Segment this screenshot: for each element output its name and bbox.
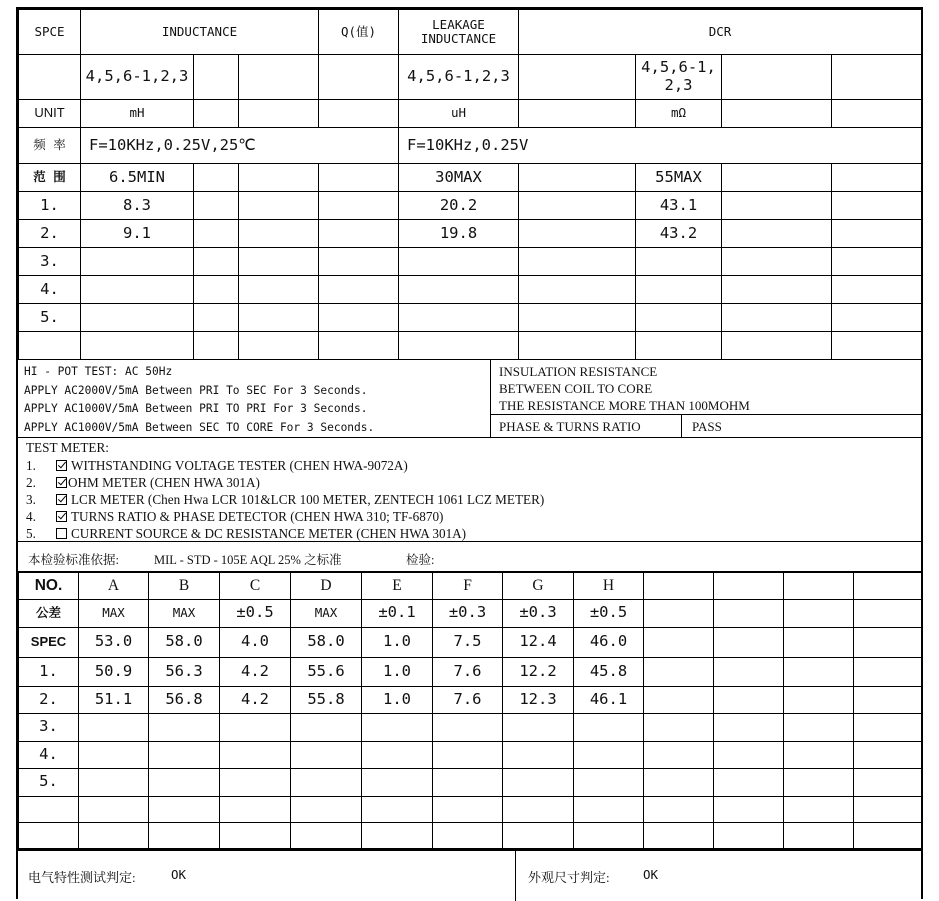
- table-row: [19, 686, 922, 713]
- meter-item: [26, 525, 466, 542]
- col-header: C: [220, 572, 291, 599]
- empty-cell: [81, 332, 194, 360]
- meter-label: WITHSTANDING VOLTAGE TESTER (CHEN HWA-9072A): [71, 457, 408, 473]
- empty-cell: [220, 741, 291, 768]
- empty-cell: [574, 796, 644, 822]
- inductance-pins: 4,5,6-1,2,3: [81, 55, 194, 100]
- standard-basis-label: 本检验标准依据:: [28, 553, 119, 567]
- spec-cell: 46.0: [574, 627, 644, 657]
- empty-cell: [399, 248, 519, 276]
- col-header: B: [149, 572, 220, 599]
- table-row: [19, 796, 922, 822]
- electrical-spec-table: [18, 9, 922, 360]
- empty-cell: [503, 822, 574, 848]
- dcr-pins: [636, 55, 722, 100]
- empty-cell: [722, 304, 832, 332]
- row-number: 5.: [19, 768, 79, 796]
- empty-cell: [832, 164, 922, 192]
- inspector-label: 检验:: [406, 553, 435, 567]
- insulation-text: [499, 363, 750, 414]
- meter-label: TURNS RATIO & PHASE DETECTOR (CHEN HWA 310; TF-6870): [71, 508, 444, 524]
- checkbox-checked-icon[interactable]: [56, 477, 67, 488]
- empty-cell: [832, 332, 922, 360]
- inspection-sheet: [16, 7, 923, 899]
- no-header: NO.: [19, 572, 79, 599]
- empty-cell: [291, 713, 362, 741]
- insulation-line: BETWEEN COIL TO CORE: [499, 381, 653, 396]
- table-row: [19, 220, 922, 248]
- empty-cell: [854, 822, 922, 848]
- meter-label: LCR METER (Chen Hwa LCR 101&LCR 100 METER, ZENTECH 1061 LCZ METER): [71, 491, 545, 507]
- meter-item: [26, 474, 260, 491]
- empty-cell: [319, 100, 399, 128]
- empty-cell: [220, 822, 291, 848]
- measure-cell: 7.6: [433, 657, 503, 686]
- meter-item: [26, 491, 544, 508]
- empty-cell: [239, 248, 319, 276]
- checkbox-checked-icon[interactable]: [56, 511, 67, 522]
- empty-cell: [519, 276, 636, 304]
- empty-cell: [519, 304, 636, 332]
- empty-cell: [362, 768, 433, 796]
- empty-cell: [79, 822, 149, 848]
- empty-cell: [714, 796, 784, 822]
- visual-value: OK: [643, 867, 659, 882]
- dcr-pins-line1: 4,5,6-1,: [641, 58, 716, 77]
- empty-cell: [433, 796, 503, 822]
- empty-cell: [832, 276, 922, 304]
- empty-cell: [722, 192, 832, 220]
- table-row: [19, 332, 922, 360]
- empty-cell: [319, 192, 399, 220]
- col-header: G: [503, 572, 574, 599]
- empty-cell: [714, 657, 784, 686]
- empty-cell: [784, 572, 854, 599]
- inductance-freq: F=10KHz,0.25V,25℃: [81, 128, 399, 164]
- insulation-line: INSULATION RESISTANCE: [499, 364, 658, 379]
- spec-cell: 12.4: [503, 627, 574, 657]
- measure-cell: 46.1: [574, 686, 644, 713]
- test-meter-section: [18, 437, 921, 541]
- empty-cell: [784, 657, 854, 686]
- leakage-freq: F=10KHz,0.25V: [399, 128, 922, 164]
- inductance-value: 9.1: [81, 220, 194, 248]
- empty-cell: [362, 713, 433, 741]
- empty-cell: [714, 822, 784, 848]
- empty-cell: [79, 713, 149, 741]
- dcr-pins-line2: 2,3: [664, 76, 693, 94]
- measure-cell: 45.8: [574, 657, 644, 686]
- meter-number: 4.: [26, 508, 36, 524]
- empty-cell: [319, 276, 399, 304]
- empty-cell: [319, 55, 399, 100]
- empty-cell: [194, 304, 239, 332]
- empty-cell: [832, 192, 922, 220]
- range-label: 范 围: [19, 164, 81, 192]
- empty-cell: [636, 304, 722, 332]
- empty-cell: [19, 822, 79, 848]
- empty-cell: [722, 100, 832, 128]
- judgement-footer: [18, 849, 921, 901]
- empty-cell: [319, 332, 399, 360]
- hipot-line: APPLY AC1000V/5mA Between SEC TO CORE For 3 Seconds.: [24, 420, 375, 434]
- empty-cell: [362, 741, 433, 768]
- leakage-range: 30MAX: [399, 164, 519, 192]
- row-number: 2.: [19, 220, 81, 248]
- dimension-table: [18, 571, 922, 849]
- row-number: 1.: [19, 657, 79, 686]
- dcr-value: 43.1: [636, 192, 722, 220]
- empty-cell: [239, 304, 319, 332]
- measure-cell: 4.2: [220, 657, 291, 686]
- q-header: Q(值): [319, 10, 399, 55]
- electrical-value: OK: [171, 867, 187, 882]
- meter-number: 5.: [26, 525, 36, 541]
- empty-cell: [636, 332, 722, 360]
- dcr-header: DCR: [519, 10, 922, 55]
- tolerance-cell: ±0.5: [220, 599, 291, 627]
- visual-judgement: [516, 851, 921, 901]
- hipot-line: HI - POT TEST: AC 50Hz: [24, 365, 173, 378]
- col-header: A: [79, 572, 149, 599]
- table-row: [19, 304, 922, 332]
- empty-cell: [79, 796, 149, 822]
- empty-cell: [832, 220, 922, 248]
- empty-cell: [519, 220, 636, 248]
- empty-cell: [194, 220, 239, 248]
- empty-cell: [319, 220, 399, 248]
- empty-cell: [519, 55, 636, 100]
- phase-row: [491, 414, 922, 438]
- test-meter-title: TEST METER:: [26, 440, 109, 455]
- measure-cell: 51.1: [79, 686, 149, 713]
- table-row: [19, 822, 922, 848]
- table-row: [19, 741, 922, 768]
- spec-cell: 7.5: [433, 627, 503, 657]
- table-row: [19, 248, 922, 276]
- empty-cell: [220, 713, 291, 741]
- col-header: D: [291, 572, 362, 599]
- tolerance-label: 公差: [19, 599, 79, 627]
- meter-label: OHM METER (CHEN HWA 301A): [68, 474, 260, 490]
- empty-cell: [784, 796, 854, 822]
- measure-cell: 7.6: [433, 686, 503, 713]
- empty-cell: [714, 686, 784, 713]
- empty-cell: [574, 768, 644, 796]
- empty-cell: [854, 572, 922, 599]
- empty-cell: [784, 627, 854, 657]
- empty-cell: [784, 768, 854, 796]
- measure-cell: 12.3: [503, 686, 574, 713]
- row-number: 4.: [19, 276, 81, 304]
- empty-cell: [644, 686, 714, 713]
- empty-cell: [239, 100, 319, 128]
- leakage-pins: 4,5,6-1,2,3: [399, 55, 519, 100]
- empty-cell: [519, 332, 636, 360]
- dcr-value: 43.2: [636, 220, 722, 248]
- standard-line: [18, 541, 921, 571]
- empty-cell: [433, 822, 503, 848]
- empty-cell: [722, 55, 832, 100]
- electrical-label: 电气特性测试判定:: [28, 870, 136, 885]
- hipot-text: [24, 363, 374, 437]
- empty-cell: [362, 822, 433, 848]
- empty-cell: [714, 713, 784, 741]
- empty-cell: [644, 599, 714, 627]
- empty-cell: [644, 572, 714, 599]
- inductance-unit: mH: [81, 100, 194, 128]
- empty-cell: [433, 768, 503, 796]
- empty-cell: [854, 627, 922, 657]
- row-number: 3.: [19, 713, 79, 741]
- tolerance-cell: ±0.3: [503, 599, 574, 627]
- empty-cell: [722, 332, 832, 360]
- col-header: F: [433, 572, 503, 599]
- row-number: 4.: [19, 741, 79, 768]
- leakage-value: 20.2: [399, 192, 519, 220]
- empty-cell: [714, 572, 784, 599]
- freq-label: 频 率: [19, 128, 81, 164]
- empty-cell: [399, 332, 519, 360]
- empty-cell: [503, 796, 574, 822]
- table-row: [19, 713, 922, 741]
- empty-cell: [194, 164, 239, 192]
- empty-cell: [149, 822, 220, 848]
- checkbox-empty-icon[interactable]: [56, 528, 67, 539]
- empty-cell: [149, 796, 220, 822]
- empty-cell: [644, 768, 714, 796]
- empty-cell: [149, 741, 220, 768]
- empty-cell: [714, 741, 784, 768]
- leakage-unit: uH: [399, 100, 519, 128]
- leakage-value: 19.8: [399, 220, 519, 248]
- insulation-line: THE RESISTANCE MORE THAN 100MOHM: [499, 398, 750, 413]
- empty-cell: [399, 276, 519, 304]
- empty-cell: [574, 822, 644, 848]
- tolerance-cell: ±0.5: [574, 599, 644, 627]
- empty-cell: [854, 768, 922, 796]
- hipot-line: APPLY AC2000V/5mA Between PRI To SEC For 3 Seconds.: [24, 383, 368, 397]
- empty-cell: [644, 796, 714, 822]
- meter-item: [26, 508, 443, 525]
- empty-cell: [239, 164, 319, 192]
- leakage-header-line2: INDUCTANCE: [420, 31, 497, 46]
- meter-number: 1.: [26, 457, 36, 473]
- empty-cell: [81, 276, 194, 304]
- tolerance-cell: MAX: [149, 599, 220, 627]
- visual-label: 外观尺寸判定:: [528, 870, 610, 885]
- empty-cell: [239, 192, 319, 220]
- empty-cell: [239, 220, 319, 248]
- measure-cell: 55.8: [291, 686, 362, 713]
- empty-cell: [220, 796, 291, 822]
- empty-cell: [194, 248, 239, 276]
- empty-cell: [784, 713, 854, 741]
- empty-cell: [362, 796, 433, 822]
- spec-cell: 53.0: [79, 627, 149, 657]
- measure-cell: 55.6: [291, 657, 362, 686]
- empty-cell: [503, 713, 574, 741]
- checkbox-checked-icon[interactable]: [56, 494, 67, 505]
- unit-label: UNIT: [19, 100, 81, 128]
- leakage-header-line1: LEAKAGE: [432, 16, 485, 32]
- table-row: [19, 192, 922, 220]
- col-header: H: [574, 572, 644, 599]
- empty-cell: [644, 822, 714, 848]
- row-number: 3.: [19, 248, 81, 276]
- measure-cell: 4.2: [220, 686, 291, 713]
- meter-label: CURRENT SOURCE & DC RESISTANCE METER (CHEN HWA 301A): [71, 525, 467, 541]
- empty-cell: [854, 741, 922, 768]
- meter-number: 2.: [26, 474, 36, 490]
- empty-cell: [636, 248, 722, 276]
- spec-header: SPCE: [19, 10, 81, 55]
- measure-cell: 1.0: [362, 686, 433, 713]
- empty-cell: [854, 796, 922, 822]
- empty-cell: [503, 768, 574, 796]
- table-row: [19, 276, 922, 304]
- pins-label: [19, 55, 81, 100]
- empty-cell: [784, 741, 854, 768]
- empty-cell: [854, 686, 922, 713]
- electrical-judgement: [18, 851, 516, 901]
- empty-cell: [19, 332, 81, 360]
- dcr-range: 55MAX: [636, 164, 722, 192]
- empty-cell: [854, 599, 922, 627]
- empty-cell: [574, 741, 644, 768]
- standard-spec: MIL - STD - 105E AQL 25% 之标准: [154, 553, 342, 567]
- empty-cell: [714, 768, 784, 796]
- empty-cell: [832, 55, 922, 100]
- empty-cell: [194, 332, 239, 360]
- empty-cell: [319, 164, 399, 192]
- empty-cell: [319, 248, 399, 276]
- empty-cell: [149, 713, 220, 741]
- empty-cell: [832, 248, 922, 276]
- hipot-section: [18, 359, 921, 437]
- measure-cell: 56.3: [149, 657, 220, 686]
- empty-cell: [149, 768, 220, 796]
- empty-cell: [574, 713, 644, 741]
- empty-cell: [433, 741, 503, 768]
- empty-cell: [194, 276, 239, 304]
- hipot-line: APPLY AC1000V/5mA Between PRI TO PRI For 3 Seconds.: [24, 402, 368, 415]
- insulation-panel: [490, 360, 921, 438]
- empty-cell: [291, 796, 362, 822]
- empty-cell: [714, 627, 784, 657]
- meter-item: [26, 457, 408, 474]
- inductance-header: INDUCTANCE: [81, 10, 319, 55]
- empty-cell: [832, 100, 922, 128]
- empty-cell: [519, 192, 636, 220]
- measure-cell: 12.2: [503, 657, 574, 686]
- spec-cell: 58.0: [291, 627, 362, 657]
- empty-cell: [291, 768, 362, 796]
- empty-cell: [784, 599, 854, 627]
- empty-cell: [194, 55, 239, 100]
- phase-label: PHASE & TURNS RATIO: [499, 419, 641, 434]
- empty-cell: [19, 796, 79, 822]
- row-number: 2.: [19, 686, 79, 713]
- empty-cell: [239, 276, 319, 304]
- inductance-value: 8.3: [81, 192, 194, 220]
- empty-cell: [714, 599, 784, 627]
- table-row: [19, 768, 922, 796]
- empty-cell: [722, 220, 832, 248]
- tolerance-cell: ±0.3: [433, 599, 503, 627]
- empty-cell: [854, 657, 922, 686]
- empty-cell: [644, 741, 714, 768]
- spec-label: SPEC: [19, 627, 79, 657]
- measure-cell: 56.8: [149, 686, 220, 713]
- empty-cell: [291, 822, 362, 848]
- checkbox-checked-icon[interactable]: [56, 460, 67, 471]
- dcr-unit: mΩ: [636, 100, 722, 128]
- empty-cell: [239, 332, 319, 360]
- empty-cell: [239, 55, 319, 100]
- empty-cell: [503, 741, 574, 768]
- row-number: 1.: [19, 192, 81, 220]
- empty-cell: [399, 304, 519, 332]
- empty-cell: [722, 276, 832, 304]
- empty-cell: [81, 304, 194, 332]
- spec-cell: 58.0: [149, 627, 220, 657]
- empty-cell: [519, 100, 636, 128]
- empty-cell: [784, 686, 854, 713]
- measure-cell: 50.9: [79, 657, 149, 686]
- empty-cell: [79, 741, 149, 768]
- empty-cell: [644, 627, 714, 657]
- empty-cell: [194, 100, 239, 128]
- empty-cell: [433, 713, 503, 741]
- empty-cell: [291, 741, 362, 768]
- empty-cell: [220, 768, 291, 796]
- empty-cell: [319, 304, 399, 332]
- empty-cell: [519, 164, 636, 192]
- spec-cell: 1.0: [362, 627, 433, 657]
- meter-number: 3.: [26, 491, 36, 507]
- tolerance-cell: MAX: [79, 599, 149, 627]
- spec-cell: 4.0: [220, 627, 291, 657]
- col-header: E: [362, 572, 433, 599]
- empty-cell: [722, 164, 832, 192]
- empty-cell: [784, 822, 854, 848]
- empty-cell: [79, 768, 149, 796]
- phase-value: PASS: [681, 415, 722, 438]
- empty-cell: [644, 713, 714, 741]
- empty-cell: [722, 248, 832, 276]
- inductance-range: 6.5MIN: [81, 164, 194, 192]
- tolerance-cell: MAX: [291, 599, 362, 627]
- table-row: [19, 657, 922, 686]
- empty-cell: [854, 713, 922, 741]
- measure-cell: 1.0: [362, 657, 433, 686]
- empty-cell: [194, 192, 239, 220]
- tolerance-cell: ±0.1: [362, 599, 433, 627]
- empty-cell: [519, 248, 636, 276]
- leakage-header: [399, 10, 519, 55]
- row-number: 5.: [19, 304, 81, 332]
- empty-cell: [81, 248, 194, 276]
- empty-cell: [636, 276, 722, 304]
- empty-cell: [644, 657, 714, 686]
- empty-cell: [832, 304, 922, 332]
